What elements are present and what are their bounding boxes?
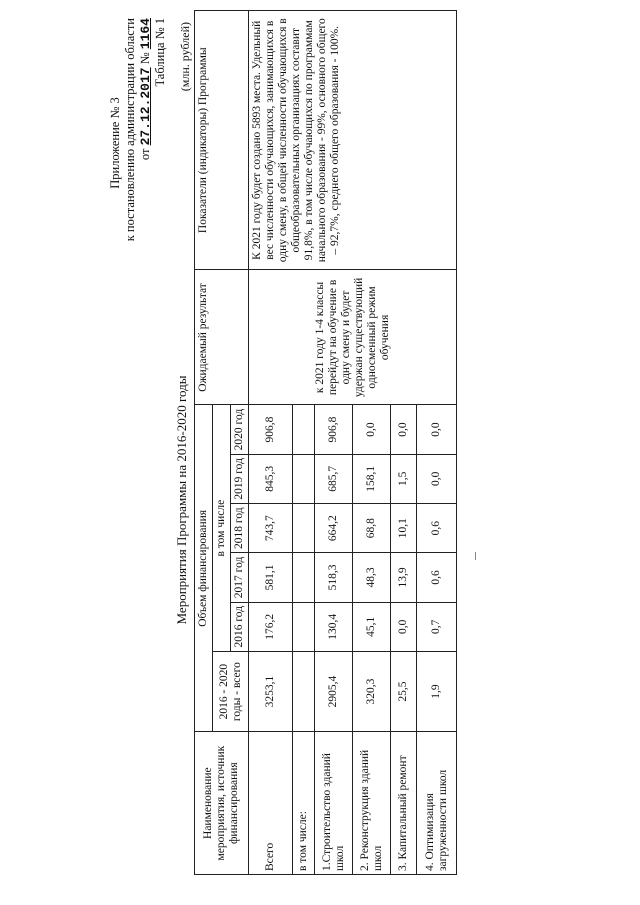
row-year-value: 685,7 xyxy=(315,454,353,503)
row-year-value: 158,1 xyxy=(353,454,391,503)
row-year-value: 68,8 xyxy=(353,504,391,553)
row-name: 3. Капитальный ремонт xyxy=(391,732,417,875)
row-year-value: 743,7 xyxy=(249,504,293,553)
row-year-value xyxy=(293,454,315,503)
decree-date: 27.12.2017 xyxy=(138,67,153,146)
row-year-value: 13,9 xyxy=(391,553,417,602)
row-name: 2. Реконструкция зданий школ xyxy=(353,732,391,875)
row-year-value: 0,0 xyxy=(417,405,457,454)
program-table xyxy=(194,10,457,875)
row-year-value: 1,5 xyxy=(391,454,417,503)
row-total: 25,5 xyxy=(391,651,417,731)
year-header: 2016 год xyxy=(231,602,249,651)
row-year-value: 176,2 xyxy=(249,602,293,651)
row-name: в том числе: xyxy=(293,732,315,875)
date-line xyxy=(138,18,153,268)
row-year-value: 845,3 xyxy=(249,454,293,503)
row-total: 3253,1 xyxy=(249,651,293,731)
year-header: 2017 год xyxy=(231,553,249,602)
row-total: 2905,4 xyxy=(315,651,353,731)
row-year-value: 0,6 xyxy=(417,504,457,553)
row-year-value: 0,7 xyxy=(417,602,457,651)
row-year-value xyxy=(293,405,315,454)
table-label: Таблица № 1 xyxy=(153,18,167,87)
row-total: 1,9 xyxy=(417,651,457,731)
number-sign: № xyxy=(138,52,152,65)
row-year-value: 130,4 xyxy=(315,602,353,651)
date-prefix: от xyxy=(138,148,152,161)
row-year-value: 0,0 xyxy=(391,602,417,651)
row-year-value: 0,0 xyxy=(391,405,417,454)
row-total xyxy=(293,651,315,731)
row-year-value: 0,0 xyxy=(353,405,391,454)
row-year-value: 906,8 xyxy=(315,405,353,454)
table-row xyxy=(249,11,293,875)
col-name-header: Наименование мероприятия, источник финансирования xyxy=(195,732,249,875)
appendix-label: Приложение № 3 xyxy=(108,97,122,189)
row-year-value xyxy=(293,553,315,602)
page-title: Мероприятия Программы на 2016-2020 годы xyxy=(174,375,189,625)
row-year-value: 10,1 xyxy=(391,504,417,553)
col-result-header: Ожидаемый результат xyxy=(195,270,249,405)
row-total: 320,3 xyxy=(353,651,391,731)
col-including-header: в том числе xyxy=(213,405,231,651)
row-name: Всего xyxy=(249,732,293,875)
header-row-1 xyxy=(195,11,213,875)
row-year-value: 664,2 xyxy=(315,504,353,553)
row-year-value xyxy=(293,602,315,651)
col-indicators-header: Показатели (индикаторы) Программы xyxy=(195,11,249,271)
col-volume-header: Объем финансирования xyxy=(195,405,213,732)
header-block xyxy=(108,18,168,268)
row-year-value: 45,1 xyxy=(353,602,391,651)
decree-number: 1164 xyxy=(138,18,153,50)
row-year-value xyxy=(293,504,315,553)
year-header: 2019 год xyxy=(231,454,249,503)
col-total-header: 2016 - 2020 годы - всего xyxy=(213,651,249,731)
decree-label: к постановлению администрации области xyxy=(123,18,137,242)
pen-mark xyxy=(475,552,476,560)
row-year-value: 906,8 xyxy=(249,405,293,454)
expected-result: к 2021 году 1-4 классы перейдут на обучение в одну смену и будет удержан существующий односменный режим обучения xyxy=(249,270,457,405)
row-name: 1.Строительство зданий школ xyxy=(315,732,353,875)
year-header: 2020 год xyxy=(231,405,249,454)
row-name: 4. Оптимизация загруженности школ xyxy=(417,732,457,875)
year-header: 2018 год xyxy=(231,504,249,553)
units-label: (млн. рублей) xyxy=(178,22,192,92)
row-year-value: 581,1 xyxy=(249,553,293,602)
row-year-value: 48,3 xyxy=(353,553,391,602)
row-year-value: 0,0 xyxy=(417,454,457,503)
row-year-value: 0,6 xyxy=(417,553,457,602)
row-year-value: 518,3 xyxy=(315,553,353,602)
program-indicators: К 2021 году будет создано 5893 места. Удельный вес численности обучающихся, занимающихся в одну смену, в общей численности обучающихся в общеобразовательных организациях составит 91,8%, в том числе обучающихся по программам начального образования - 99%, основного общего – 92,7%, среднего общего образования - 100%. xyxy=(249,11,457,271)
